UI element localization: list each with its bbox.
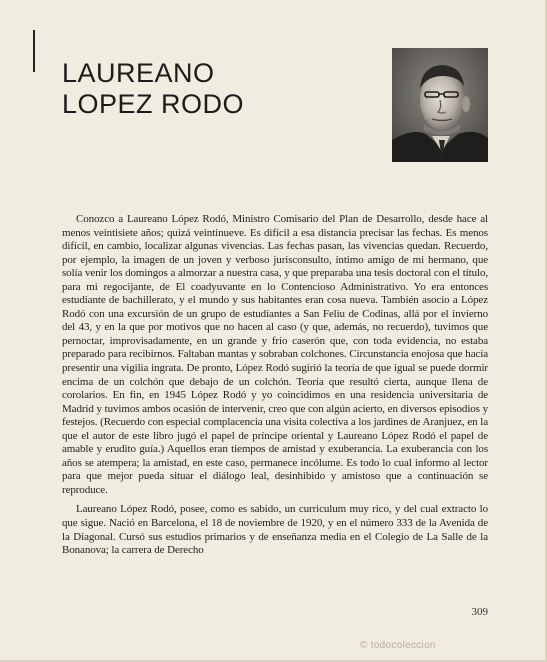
page-title: [62, 58, 244, 120]
portrait-photo: [392, 48, 488, 162]
article-body: [62, 213, 488, 558]
portrait-image: [392, 48, 488, 162]
page-number: 309: [471, 606, 488, 618]
title-line-1: LAUREANO: [62, 58, 215, 88]
paragraph-2: Laureano López Rodó, posee, como es sabido, un curriculum muy rico, y del cual extracto lo que sigue. Nació en Barcelona, el 18 de noviembre de 1920, y en el número 333 de la Avenida de la Diagonal. Cursó sus estudios primarios y de enseñanza media en el Colegio de La Salle de la Bonanova; la carrera de Derecho: [62, 503, 488, 557]
paragraph-1: Conozco a Laureano López Rodó, Ministro Comisario del Plan de Desarrollo, desde hace al menos veintisiete años; quizá veintinueve. Es difícil a esa distancia precisar las fechas. Es menos difícil, en cambio, localizar algunas vivencias. Las fechas pasan, las vivencias quedan. Recuerdo, por ejemplo, la imagen de un joven y verboso jurisconsulto, íntimo amigo de mi hermano, que solía venir los domingos a almorzar a nuestra casa, y que preparaba una tesis doctoral con el título, para mi regocijante, de El coadyuvante en lo Contencioso Administrativo. Yo era entonces estudiante de bachillerato, y el mundo y sus habitantes eran cosa nueva. También asocio a López Rodó con una excursión de un grupo de estudiantes a San Feliu de Codinas, allá por el invierno del 43, y en la que por motivos que no hacen al caso (y que, además, no recuerdo), tuvimos que pernoctar, improvisadamente, en un grande y frío caserón que, con toda evidencia, no estaba preparado para recibirnos. Faltaban mantas y sobraban colchones. Circunstancia enojosa que hacía presentir una vigilia ingrata. De pronto, López Rodó sugirió la teoría de que igual se puede dormir encima de un colchón que debajo de un colchón. Teoría que resultó cierta, aunque llena de corolarios. En fin, en 1945 López Rodó y yo coincidimos en una residencia universitaria de Madrid y tuvimos ambos ocasión de intervenir, creo que con algún acierto, en diversos episodios y festejos. (Recuerdo con especial complacencia una visita colectiva a los jardines de Aranjuez, en la que el autor de este libro jugó el papel de príncipe oriental y Laureano López Rodó el papel de amable y erudito guía.) Aquellos eran tiempos de amistad y exuberancia. La exuberancia con los años se atempera; la amistad, en este caso, permanece incólume. Es todo lo cual informo al lector para que mejor pueda situar el diálogo leal, desinhibido y amistoso que a continuación se reproduce.: [62, 213, 488, 496]
margin-rule: [33, 30, 35, 72]
title-line-2: LOPEZ RODO: [62, 89, 245, 119]
watermark: © todocoleccion: [360, 640, 436, 651]
